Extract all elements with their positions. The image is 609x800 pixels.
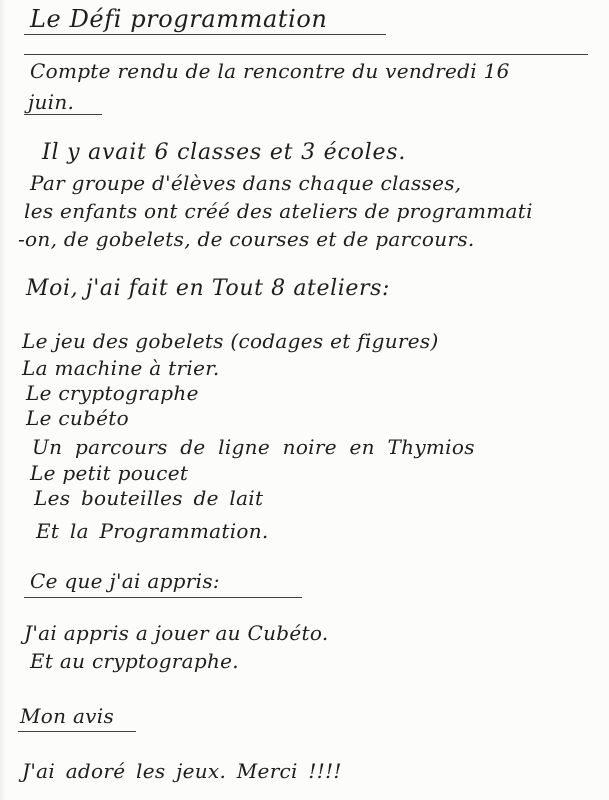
atelier-item: Un parcours de ligne noire en Thymios [32,435,475,459]
ateliers-heading: Moi, j'ai fait en Tout 8 ateliers: [26,276,391,301]
atelier-item: La machine à trier. [22,356,220,380]
intro-line: Il y avait 6 classes et 3 écoles. [42,140,407,165]
learned-line: J'ai appris a jouer au Cubéto. [24,621,329,645]
atelier-item: Le cubéto [26,406,129,430]
learned-heading: Ce que j'ai appris: [30,569,220,593]
learned-line: Et au cryptographe. [30,649,239,673]
atelier-item: Le petit poucet [30,461,189,485]
opinion-heading: Mon avis [20,704,115,728]
atelier-item: Et la Programmation. [36,519,269,543]
intro-line: -on, de gobelets, de courses et de parcours. [18,227,475,251]
atelier-item: Le jeu des gobelets (codages et figures) [22,329,439,353]
learned-heading-underline [24,597,302,598]
report-heading-rule [24,54,588,55]
atelier-item: Les bouteilles de lait [34,486,264,510]
report-heading-line: Compte rendu de la rencontre du vendredi 16 [30,59,510,83]
opinion-text: J'ai adoré les jeux. Merci !!!! [22,759,342,783]
intro-line: Par groupe d'élèves dans chaque classes, [30,171,462,195]
document-title: Le Défi programmation [30,5,328,33]
opinion-heading-underline [18,731,136,732]
atelier-item: Le cryptographe [26,381,199,405]
report-heading-line: juin. [28,90,75,114]
intro-line: les enfants ont créé des ateliers de programmati [24,199,533,223]
title-underline [24,34,386,35]
report-heading-underline [24,114,102,115]
